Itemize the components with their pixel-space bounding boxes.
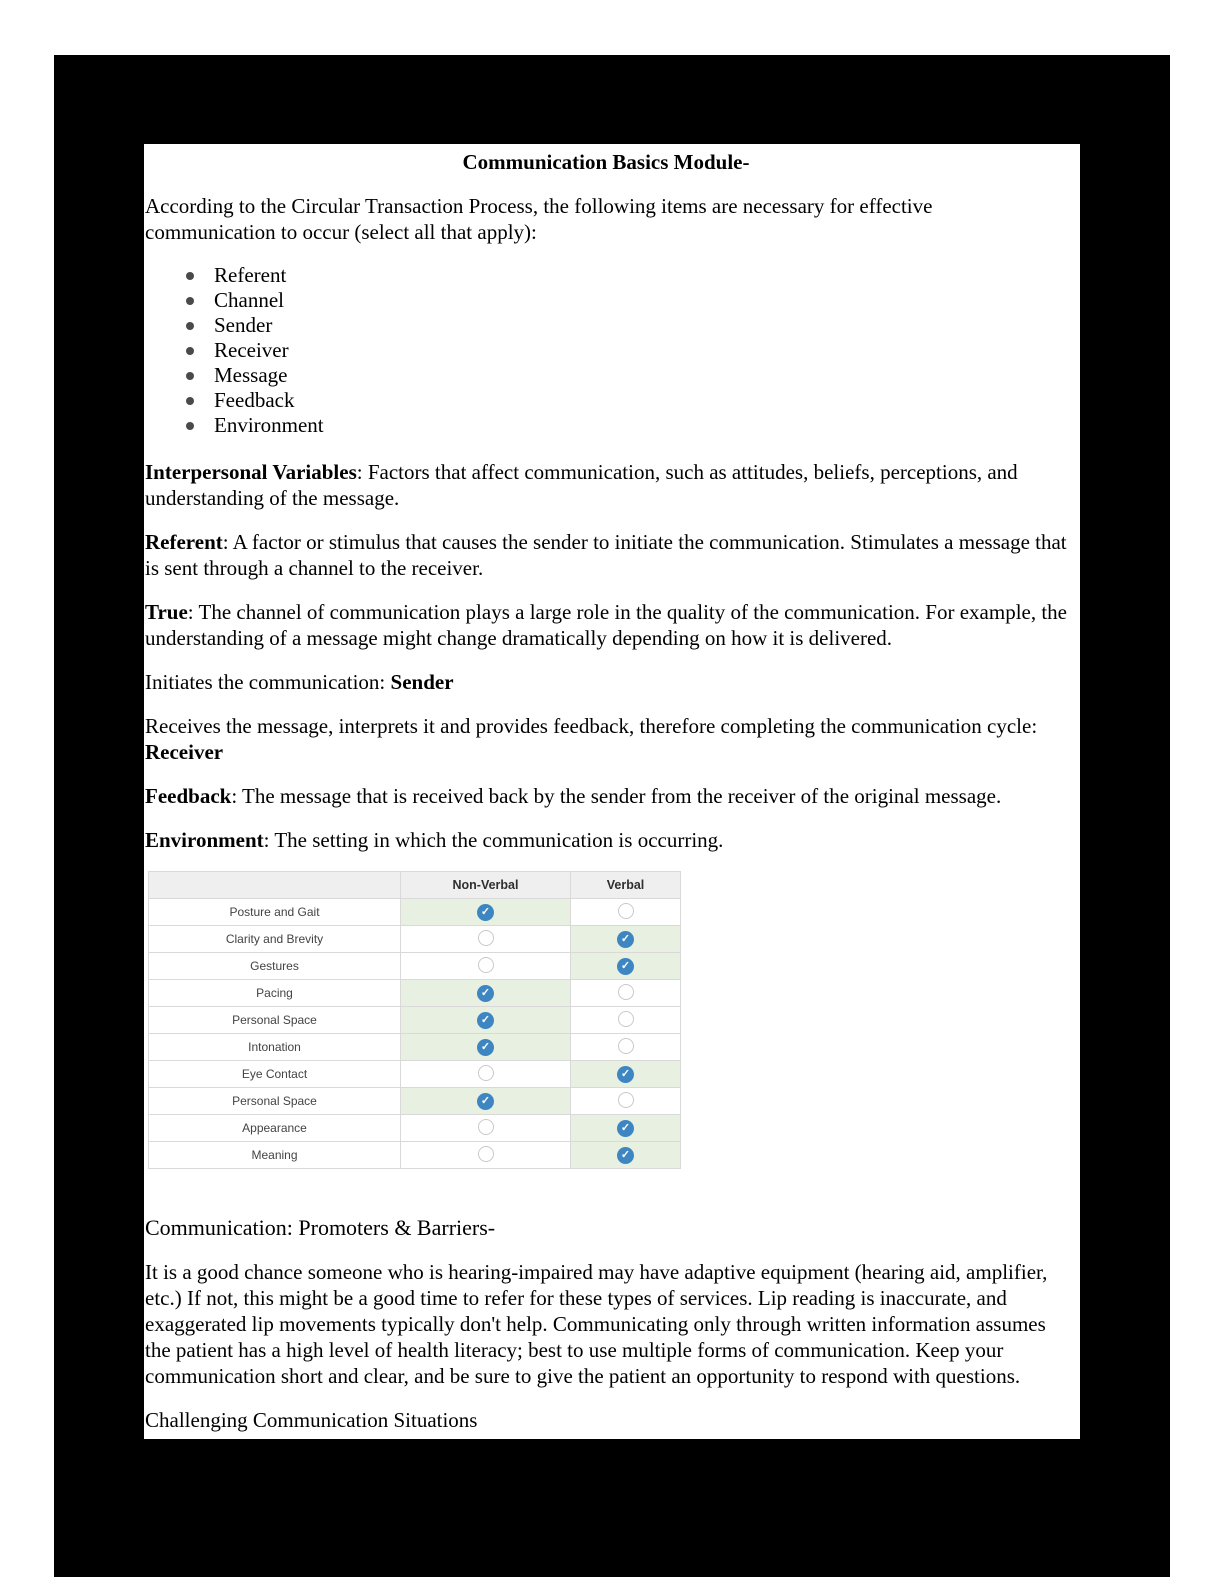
unchecked-radio-icon[interactable] (618, 1011, 634, 1027)
table-row (149, 1142, 681, 1169)
option-cell-nonverbal[interactable] (401, 1061, 571, 1088)
row-label: Personal Space (149, 1007, 401, 1034)
option-cell-verbal[interactable] (571, 1061, 681, 1088)
document-frame (54, 55, 1170, 1577)
term-label: Environment (145, 828, 264, 852)
option-cell-nonverbal[interactable] (401, 899, 571, 926)
bullet-text: Channel (214, 288, 284, 312)
qa-text: Initiates the communication: (145, 670, 391, 694)
bullet-icon (186, 422, 194, 430)
checked-icon[interactable]: ✓ (477, 985, 494, 1002)
option-cell-nonverbal[interactable] (401, 1034, 571, 1061)
term-text: : A factor or stimulus that causes the sender to initiate the communication. Stimulates a message that is sent through a channel to the receiver. (145, 530, 1067, 580)
checked-icon[interactable]: ✓ (617, 958, 634, 975)
closing-line: Challenging Communication Situations (145, 1408, 478, 1432)
bullet-item (186, 338, 1067, 363)
row-label: Posture and Gait (149, 899, 401, 926)
option-cell-verbal[interactable] (571, 926, 681, 953)
bullet-text: Referent (214, 263, 287, 287)
page-title: Communication Basics Module- (462, 150, 750, 174)
row-label: Clarity and Brevity (149, 926, 401, 953)
unchecked-radio-icon[interactable] (478, 1119, 494, 1135)
definition-paragraph (145, 827, 1067, 853)
bullet-item (186, 388, 1067, 413)
table-row (149, 1007, 681, 1034)
unchecked-radio-icon[interactable] (478, 1065, 494, 1081)
option-cell-verbal[interactable] (571, 953, 681, 980)
bullet-text: Sender (214, 313, 273, 337)
unchecked-radio-icon[interactable] (478, 930, 494, 946)
option-cell-nonverbal[interactable] (401, 1088, 571, 1115)
bullet-text: Environment (214, 413, 324, 437)
row-label: Intonation (149, 1034, 401, 1061)
term-text: : Factors that affect communication, such as attitudes, beliefs, perceptions, and understanding of the message. (145, 460, 1018, 510)
checked-icon[interactable]: ✓ (477, 1093, 494, 1110)
definition-paragraph (145, 783, 1067, 809)
unchecked-radio-icon[interactable] (618, 984, 634, 1000)
section-heading: Communication: Promoters & Barriers- (145, 1215, 496, 1240)
row-label: Eye Contact (149, 1061, 401, 1088)
bullet-icon (186, 397, 194, 405)
qa-paragraph (145, 713, 1067, 765)
term-text: : The message that is received back by the sender from the receiver of the original message. (231, 784, 1002, 808)
term-text: : The channel of communication plays a large role in the quality of the communication. For example, the understanding of a message might change dramatically depending on how it is delivered. (145, 600, 1068, 650)
verbal-nonverbal-table (148, 871, 681, 1169)
term-label: Feedback (145, 784, 232, 808)
bullet-item (186, 288, 1067, 313)
definition-paragraph (145, 529, 1067, 581)
bullet-item (186, 313, 1067, 338)
body-paragraph: It is a good chance someone who is hearing-impaired may have adaptive equipment (hearing aid, amplifier, etc.) If not, this might be a good time to refer for these types of services. Lip reading is inaccurate, and exaggerated lip movements typically don't help. Communicating only through written information assumes the patient has a high level of health literacy; best to use multiple forms of communication. Keep your communication short and clear, and be sure to give the patient an opportunity to respond with questions. (145, 1260, 1048, 1388)
table-row (149, 1115, 681, 1142)
checked-icon[interactable]: ✓ (617, 1147, 634, 1164)
checked-icon[interactable]: ✓ (617, 1120, 634, 1137)
option-cell-nonverbal[interactable] (401, 1115, 571, 1142)
column-header-nonverbal: Non-Verbal (401, 872, 571, 899)
intro-paragraph: According to the Circular Transaction Process, the following items are necessary for effective communication to occur (select all that apply): (145, 194, 933, 244)
row-label: Meaning (149, 1142, 401, 1169)
qa-answer: Receiver (145, 740, 224, 764)
row-label: Personal Space (149, 1088, 401, 1115)
term-label: Interpersonal Variables (145, 460, 357, 484)
row-label: Gestures (149, 953, 401, 980)
bullet-text: Feedback (214, 388, 295, 412)
checked-icon[interactable]: ✓ (477, 1012, 494, 1029)
bullet-icon (186, 372, 194, 380)
unchecked-radio-icon[interactable] (618, 903, 634, 919)
table-row (149, 899, 681, 926)
unchecked-radio-icon[interactable] (618, 1092, 634, 1108)
row-label-header (149, 872, 401, 899)
bullet-text: Message (214, 363, 288, 387)
table-row (149, 1034, 681, 1061)
row-label: Appearance (149, 1115, 401, 1142)
bullet-icon (186, 347, 194, 355)
table-row (149, 926, 681, 953)
checked-icon[interactable]: ✓ (477, 1039, 494, 1056)
table-header-row (149, 872, 681, 899)
table-row (149, 980, 681, 1007)
term-text: : The setting in which the communication is occurring. (263, 828, 724, 852)
option-cell-verbal[interactable] (571, 1142, 681, 1169)
checked-icon[interactable]: ✓ (617, 931, 634, 948)
document-page (144, 144, 1080, 1439)
option-cell-verbal[interactable] (571, 1115, 681, 1142)
bullet-item (186, 413, 1067, 438)
qa-paragraph (145, 669, 1067, 695)
bullet-text: Receiver (214, 338, 289, 362)
bullet-list (145, 263, 1067, 438)
option-cell-verbal[interactable] (571, 1034, 681, 1061)
bullet-icon (186, 272, 194, 280)
table-body (149, 899, 681, 1169)
term-label: Referent (145, 530, 223, 554)
column-header-verbal: Verbal (571, 872, 681, 899)
bullet-item (186, 363, 1067, 388)
table-row (149, 1061, 681, 1088)
table-row (149, 953, 681, 980)
unchecked-radio-icon[interactable] (618, 1038, 634, 1054)
option-cell-verbal[interactable] (571, 1007, 681, 1034)
option-cell-nonverbal[interactable] (401, 926, 571, 953)
option-cell-nonverbal[interactable] (401, 953, 571, 980)
checked-icon[interactable]: ✓ (617, 1066, 634, 1083)
definition-paragraph (145, 599, 1067, 651)
option-cell-nonverbal[interactable] (401, 1007, 571, 1034)
qa-answer: Sender (390, 670, 454, 694)
row-label: Pacing (149, 980, 401, 1007)
option-cell-nonverbal[interactable] (401, 1142, 571, 1169)
term-label: True (145, 600, 188, 624)
bullet-icon (186, 322, 194, 330)
option-cell-nonverbal[interactable] (401, 980, 571, 1007)
qa-text: Receives the message, interprets it and provides feedback, therefore completing the communication cycle: (145, 714, 1038, 738)
option-cell-verbal[interactable] (571, 1088, 681, 1115)
checked-icon[interactable]: ✓ (477, 904, 494, 921)
definition-paragraph (145, 459, 1067, 511)
bullet-item (186, 263, 1067, 288)
table-row (149, 1088, 681, 1115)
unchecked-radio-icon[interactable] (478, 1146, 494, 1162)
option-cell-verbal[interactable] (571, 980, 681, 1007)
option-cell-verbal[interactable] (571, 899, 681, 926)
unchecked-radio-icon[interactable] (478, 957, 494, 973)
bullet-icon (186, 297, 194, 305)
